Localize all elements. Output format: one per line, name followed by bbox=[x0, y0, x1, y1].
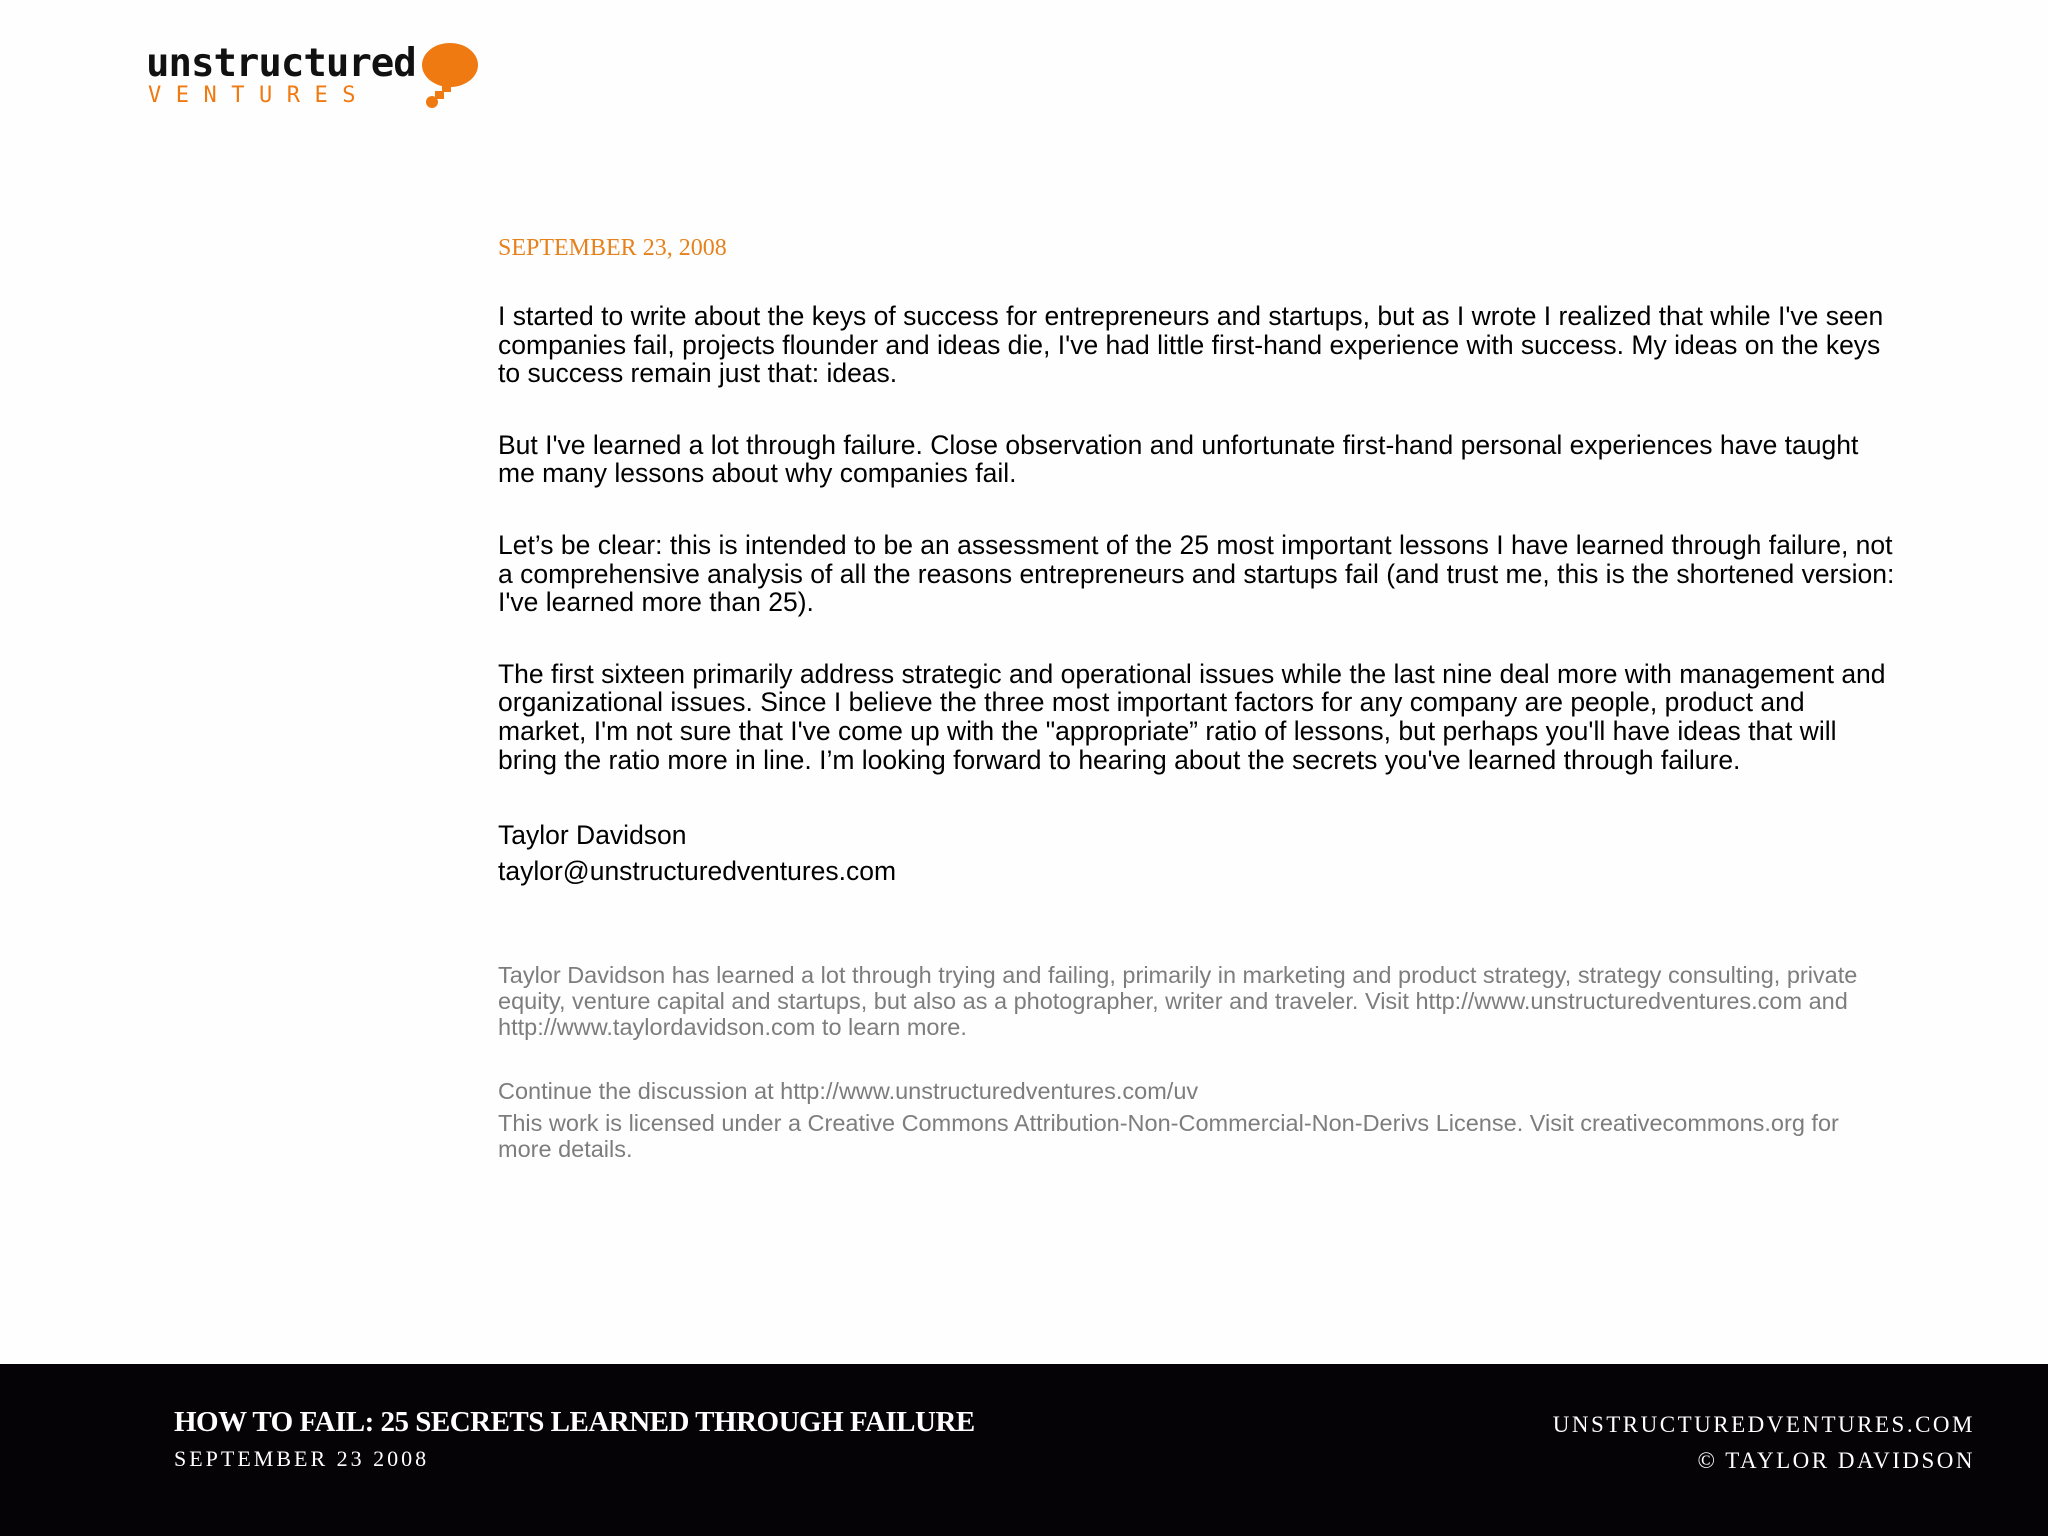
article-paragraph: I started to write about the keys of success for entrepreneurs and startups, but as I wrote I realized that while I've seen companies fail, projects flounder and ideas die, I've had little first-hand experience with success. My ideas on the keys to success remain just that: ideas. bbox=[498, 301, 1884, 389]
footer-title: HOW TO FAIL: 25 SECRETS LEARNED THROUGH FAILURE bbox=[174, 1406, 975, 1438]
article bbox=[498, 228, 1898, 1162]
author-email: taylor@unstructuredventures.com bbox=[498, 856, 897, 887]
article-date: SEPTEMBER 23, 2008 bbox=[498, 235, 727, 261]
footer-site: UNSTRUCTUREDVENTURES.COM bbox=[1552, 1412, 1975, 1437]
logo-wordmark: unstructured bbox=[146, 41, 416, 86]
discussion-note: Continue the discussion at http://www.unstructuredventures.com/uv bbox=[498, 1078, 1199, 1105]
license-note: This work is licensed under a Creative Commons Attribution-Non-Commercial-Non-Derivs License. Visit creativecommons.org for more details. bbox=[498, 1110, 1839, 1163]
article-paragraph: But I've learned a lot through failure. Close observation and unfortunate first-hand personal experiences have taught me many lessons about why companies fail. bbox=[498, 429, 1859, 489]
footer-copyright: © TAYLOR DAVIDSON bbox=[1697, 1448, 1975, 1473]
footer-bar bbox=[0, 1364, 2048, 1536]
author-bio: Taylor Davidson has learned a lot through trying and failing, primarily in marketing and product strategy, strategy consulting, private equity, venture capital and startups, but also as a photographer, writer and traveler. Visit http://www.unstructuredventures.com and http://www.taylordavidson.com to learn more. bbox=[498, 962, 1858, 1041]
article-paragraph: Let’s be clear: this is intended to be an assessment of the 25 most important lessons I have learned through failure, not a comprehensive analysis of all the reasons entrepreneurs and startups fail (and trust me, this is the shortened version: I've learned more than 25). bbox=[498, 529, 1895, 618]
logo-subtitle: VENTURES bbox=[148, 83, 370, 108]
speech-bubble-icon bbox=[420, 40, 484, 112]
article-paragraph: The first sixteen primarily address strategic and operational issues while the last nine deal more with management and organizational issues. Since I believe the three most important factors for any company are people, product and market, I'm not sure that I've come up with the "appropriate” ratio of lessons, but perhaps you'll have ideas that will bring the ratio more in line. I’m looking forward to hearing about the secrets you've learned through failure. bbox=[498, 658, 1886, 775]
footer-date: SEPTEMBER 23 2008 bbox=[174, 1446, 430, 1471]
author-name: Taylor Davidson bbox=[498, 820, 687, 851]
logo bbox=[146, 40, 486, 110]
